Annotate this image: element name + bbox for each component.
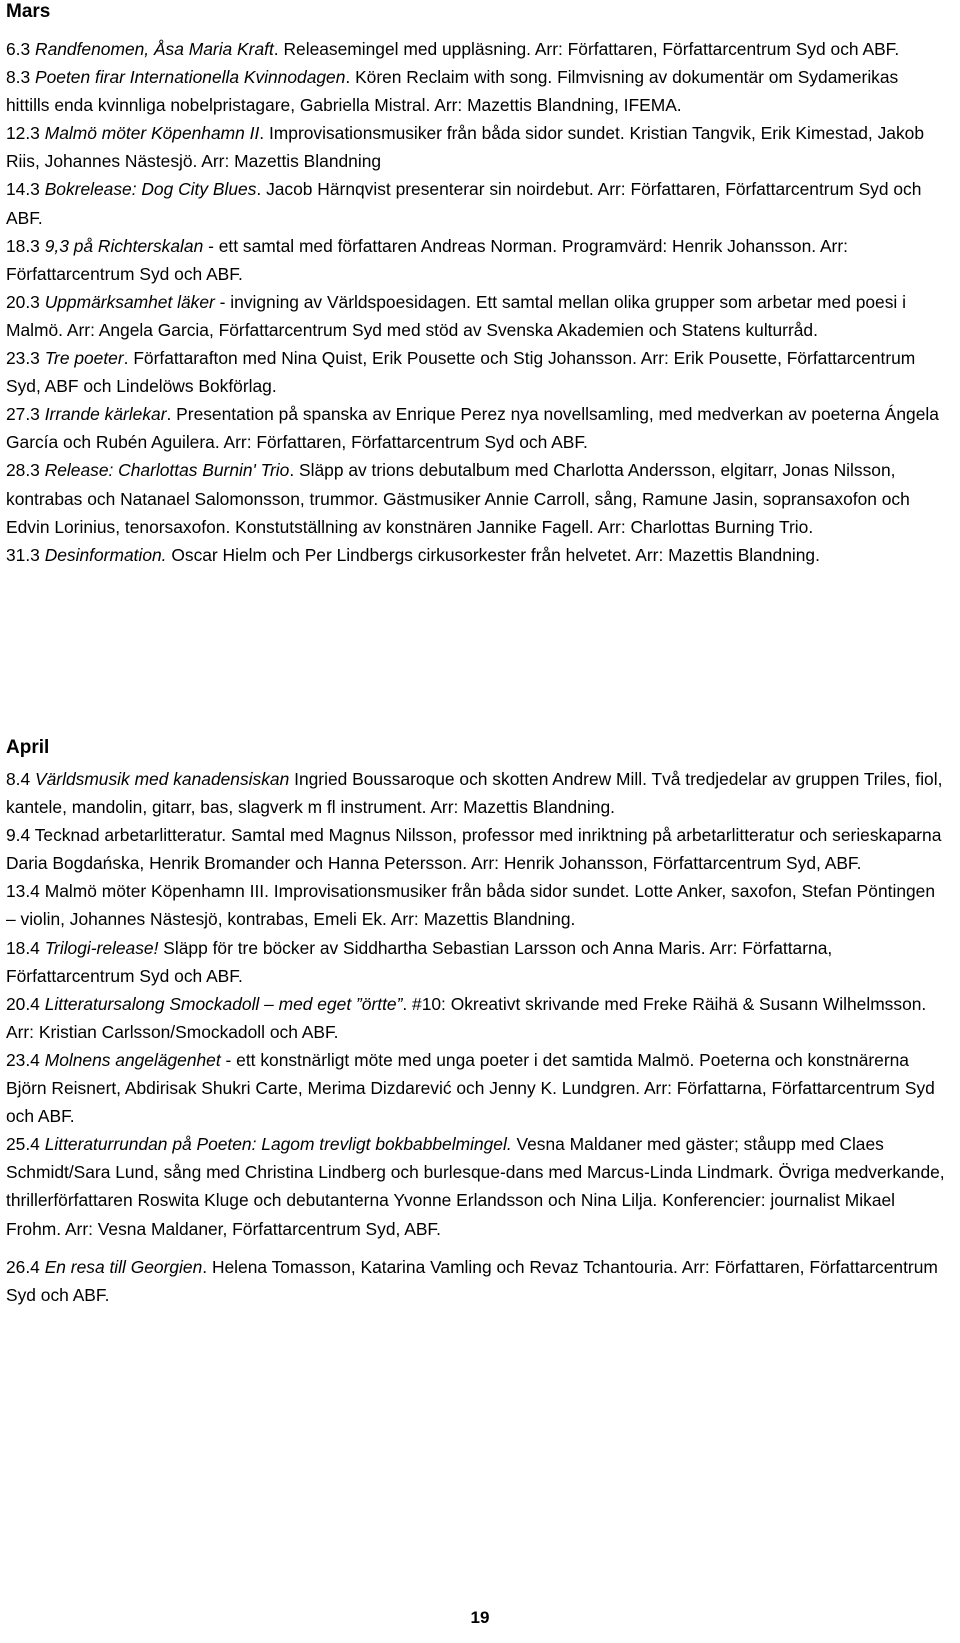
event-description: Oscar Hielm och Per Lindbergs cirkusorkester från helvetet. Arr: Mazettis Blandning. (171, 544, 820, 565)
event-separator: . (256, 179, 267, 200)
event-title: Poeten firar Internationella Kvinnodagen (35, 67, 346, 88)
event-date: 8.3 (6, 67, 31, 88)
event-description: Tecknad arbetarlitteratur. Samtal med Magnus Nilsson, professor med inriktning på arbetarlitteratur och serieskaparna Daria Bogdańska, Henrik Bromander och Hanna Petersson. Arr: Henrik Johansson, Författarcentrum Syd, ABF. (6, 825, 942, 874)
event-entry (6, 1253, 946, 1309)
event-description: invigning av Världspoesidagen. Ett samtal mellan olika grupper som arbetar med poesi i Malmö. Arr: Angela Garcia, Författarcentrum Syd med stöd av Svenska Akademien och Statens kulturråd. (6, 291, 906, 340)
event-entry (6, 175, 946, 231)
event-entry (6, 541, 946, 569)
event-date: 14.3 (6, 179, 40, 200)
event-description: Presentation på spanska av Enrique Perez nya novellsamling, med medverkan av poeterna Ángela García och Rubén Aguilera. Arr: Författaren, Författarcentrum Syd och ABF. (6, 404, 939, 453)
event-entry (6, 877, 946, 933)
event-date: 8.4 (6, 769, 31, 789)
event-title: Molnens angelägenhet (44, 1049, 221, 1070)
event-date: 18.3 (6, 235, 40, 256)
event-date: 6.3 (6, 39, 31, 59)
event-date: 20.3 (6, 291, 40, 312)
event-date: 27.3 (6, 404, 40, 425)
event-entry (6, 400, 946, 456)
event-description: Ingried Boussaroque och skotten Andrew Mill. Två tredjedelar av gruppen Triles, fiol, kantele, mandolin, gitarr, bas, slagverk m fl instrument. Arr: Mazettis Blandning. (6, 769, 943, 818)
event-separator: . (345, 67, 356, 88)
event-description: Författarafton med Nina Quist, Erik Pousette och Stig Johansson. Arr: Erik Pousette, Författarcentrum Syd, ABF och Lindelöws Bokförlag. (6, 348, 916, 397)
event-date: 12.3 (6, 123, 40, 144)
event-description: Vesna Maldaner med gäster; ståupp med Claes Schmidt/Sara Lund, sång med Christina Lindberg och burlesque-dans med Marcus-Linda Lindmark. Övriga medverkande, thrillerförfattaren Roswita Kluge och debutanterna Yvonne Erlandsson och Nina Lilja. Konferencier: journalist Mikael Frohm. Arr: Vesna Maldaner, Författarcentrum Syd, ABF. (6, 1134, 945, 1239)
event-date: 23.3 (6, 348, 40, 369)
event-description: Kören Reclaim with song. Filmvisning av dokumentär om Sydamerikas hittills enda kvinnliga nobelpristagare, Gabriella Mistral. Arr: Mazettis Blandning, IFEMA. (6, 67, 899, 116)
event-separator: - (220, 1049, 237, 1070)
event-separator: - (203, 235, 219, 256)
event-title: 9,3 på Richterskalan (44, 235, 204, 256)
event-title: Uppmärksamhet läker (44, 291, 215, 312)
event-entry (6, 232, 946, 288)
event-entry (6, 288, 946, 344)
event-separator: . (402, 993, 413, 1014)
event-separator: . (273, 39, 284, 59)
event-entry (6, 35, 946, 63)
event-title: Världsmusik med kanadensiskan (35, 769, 290, 789)
event-description: ett samtal med författaren Andreas Norman. Programvärd: Henrik Johansson. Arr: Författarcentrum Syd och ABF. (6, 235, 848, 284)
event-entry (6, 1046, 946, 1130)
event-title: Malmö möter Köpenhamn II (44, 123, 260, 144)
event-entry (6, 344, 946, 400)
event-list-april (6, 765, 946, 1309)
event-entry (6, 63, 946, 119)
event-title: En resa till Georgien (44, 1256, 203, 1277)
event-separator: . (166, 404, 177, 425)
event-list-mars (6, 35, 946, 569)
event-title: Desinformation. (44, 544, 167, 565)
event-description: Släpp för tre böcker av Siddhartha Sebastian Larsson och Anna Maris. Arr: Författarna, Författarcentrum Syd och ABF. (6, 937, 833, 986)
event-date: 9.4 (6, 825, 31, 846)
event-title: Randfenomen, Åsa Maria Kraft (35, 39, 274, 59)
event-description: Releasemingel med uppläsning. Arr: Författaren, Författarcentrum Syd och ABF. (283, 39, 900, 59)
event-entry (6, 821, 946, 877)
event-date: 23.4 (6, 1049, 40, 1070)
event-entry (6, 765, 946, 821)
event-separator: . (289, 460, 300, 481)
event-description: Jacob Härnqvist presenterar sin noirdebut. Arr: Författaren, Författarcentrum Syd och ABF. (6, 179, 922, 228)
event-entry (6, 456, 946, 540)
event-date: 20.4 (6, 993, 40, 1014)
event-description: #10: Okreativt skrivande med Freke Räihä & Susann Wilhelmsson. Arr: Kristian Carlsson/Smockadoll och ABF. (6, 993, 927, 1042)
event-description: Släpp av trions debutalbum med Charlotta Andersson, elgitarr, Jonas Nilsson, kontrabas och Natanael Salomonsson, trummor. Gästmusiker Annie Carroll, sång, Ramune Jasin, sopransaxofon och Edvin Lorinius, tenorsaxofon. Konstutställning av konstnären Jannike Fagell. Arr: Charlottas Burning Trio. (6, 460, 910, 537)
event-entry (6, 1130, 946, 1242)
event-entry (6, 934, 946, 990)
event-description: Malmö möter Köpenhamn III. Improvisationsmusiker från båda sidor sundet. Lotte Anker, saxofon, Stefan Pöntingen – violin, Johannes Nästesjö, kontrabas, Emeli Ek. Arr: Mazettis Blandning. (6, 881, 936, 930)
page-number: 19 (470, 1608, 490, 1627)
event-date: 26.4 (6, 1256, 40, 1277)
event-separator: - (214, 291, 231, 312)
event-title: Irrande kärlekar (44, 404, 167, 425)
event-date: 18.4 (6, 937, 40, 958)
event-title: Litteratursalong Smockadoll – med eget ”örtte” (44, 993, 403, 1014)
section-heading-april: April (6, 737, 50, 758)
event-title: Release: Charlottas Burnin' Trio (44, 460, 290, 481)
event-title: Bokrelease: Dog City Blues (44, 179, 257, 200)
event-separator: . (259, 123, 269, 144)
event-title: Litteraturrundan på Poeten: Lagom trevligt bokbabbelmingel. (44, 1134, 512, 1155)
event-date: 25.4 (6, 1134, 40, 1155)
event-description: ett konstnärligt möte med unga poeter i det samtida Malmö. Poeterna och konstnärerna Björn Reisnert, Abdirisak Shukri Carte, Merima Dizdarević och Jenny K. Lundgren. Arr: Författarna, Författarcentrum Syd och ABF. (6, 1049, 935, 1127)
event-entry (6, 119, 946, 175)
event-description: Helena Tomasson, Katarina Vamling och Revaz Tchantouria. Arr: Författaren, Författarcentrum Syd och ABF. (6, 1256, 938, 1305)
event-date: 13.4 (6, 881, 40, 902)
event-date: 28.3 (6, 460, 40, 481)
event-entry (6, 990, 946, 1046)
event-separator: . (123, 348, 134, 369)
event-description: Improvisationsmusiker från båda sidor sundet. Kristian Tangvik, Erik Kimestad, Jakob Riis, Johannes Nästesjö. Arr: Mazettis Blandning (6, 123, 924, 172)
event-title: Trilogi-release! (44, 937, 159, 958)
section-heading-mars: Mars (6, 1, 51, 22)
event-date: 31.3 (6, 544, 40, 565)
event-separator: . (202, 1256, 212, 1277)
event-title: Tre poeter (44, 348, 124, 369)
